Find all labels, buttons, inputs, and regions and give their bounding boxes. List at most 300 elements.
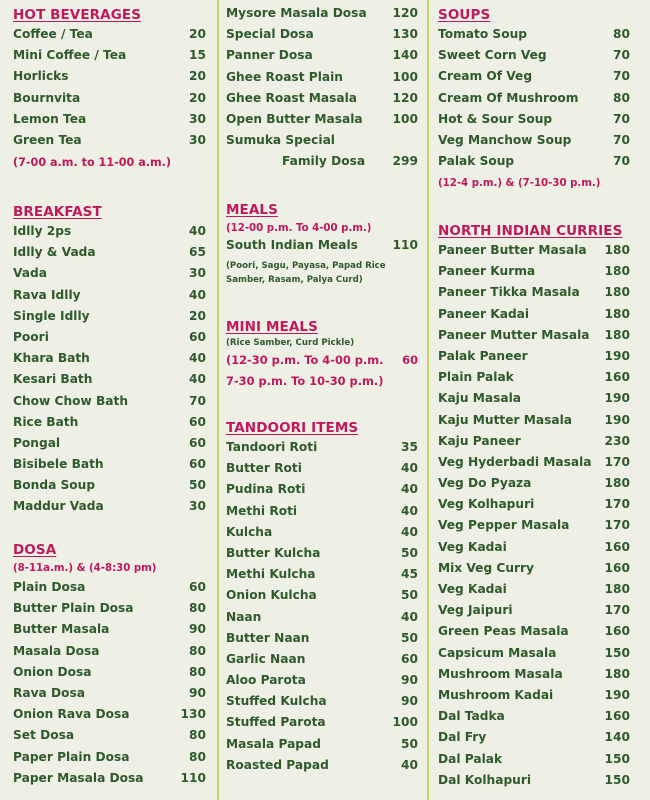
menu-item [226,546,418,567]
item-name: Mix Veg Curry [438,560,534,575]
item-price: 30 [189,111,206,126]
item-description: Samber, Rasam, Palya Curd) [226,275,363,286]
item-price: 60 [189,457,206,472]
menu-column-1 [0,0,216,800]
menu-item [13,771,206,792]
item-price: 40 [189,287,206,302]
item-name: Paneer Kurma [438,264,536,279]
menu-item [13,644,206,665]
timing-note: (12-30 p.m. To 4-00 p.m. 60 [226,350,418,371]
section-title: MINI MEALS [226,319,318,335]
item-price: 80 [613,27,630,41]
item-description: (Poori, Sagu, Payasa, Papad Rice [226,261,386,272]
menu-item [438,285,630,306]
item-price: 150 [604,645,630,660]
menu-item [226,525,418,546]
item-price: 60 [189,580,206,594]
item-name: Paneer Mutter Masala [438,327,590,342]
menu-item [13,91,206,112]
item-name: Paneer Kadai [438,306,530,321]
column-divider [217,0,219,800]
item-price: 170 [604,454,630,469]
item-name: Vada [13,266,47,281]
item-price: 110 [180,770,206,785]
menu-item [13,686,206,707]
item-price: 40 [189,372,206,387]
item-price: 20 [189,308,206,323]
menu-item [438,497,630,518]
item-list [226,440,418,779]
menu-item [226,610,418,631]
item-name: Chow Chow Bath [13,393,129,408]
menu-item [438,133,630,154]
item-price: 160 [604,624,630,639]
item-name: Idlly 2ps [13,224,72,238]
item-price: 50 [401,588,418,603]
item-list [438,243,630,794]
item-name: Dal Kolhapuri [438,772,532,787]
item-name: Paper Plain Dosa [13,749,130,764]
item-price: 160 [604,709,630,724]
menu-item [13,48,206,69]
menu-item [438,688,630,709]
menu-item [438,328,630,349]
menu-item [13,622,206,643]
menu-item [438,391,630,412]
menu-item [13,112,206,133]
item-price: 110 [392,238,418,252]
item-price: 45 [401,567,418,582]
item-price: 30 [189,132,206,147]
item-name: Rava Idlly [13,287,81,302]
item-name: Masala Papad [226,736,321,751]
item-name: Mushroom Kadai [438,687,554,702]
menu-item [226,6,418,27]
item-price: 50 [401,736,418,751]
item-price: 70 [189,393,206,408]
menu-item [226,715,418,736]
item-price: 90 [401,694,418,709]
section-soups [438,6,630,193]
item-price: 35 [401,440,418,454]
menu-item [13,288,206,309]
item-name: Capsicum Masala [438,645,557,660]
item-name: Tandoori Roti [226,440,318,454]
menu-item [226,631,418,652]
timing-note: (8-11a.m.) & (4-8:30 pm) [13,563,157,574]
menu-item [13,750,206,771]
menu-item [438,773,630,794]
item-price: 170 [604,497,630,512]
section-title: MEALS [226,202,278,218]
item-price: 190 [604,348,630,363]
item-name: Veg Kadai [438,539,507,554]
item-name: Bonda Soup [13,478,96,493]
menu-item [226,154,418,175]
menu-item [13,457,206,478]
item-price: 230 [604,433,630,448]
section-title: BREAKFAST [13,204,102,220]
item-price: 90 [189,685,206,700]
section-tandoori [226,419,418,779]
item-price: 140 [392,48,418,63]
item-name: Dal Palak [438,751,503,766]
item-name: Panner Dosa [226,48,313,63]
item-price: 120 [392,6,418,20]
item-price: 90 [189,622,206,637]
item-price: 180 [604,243,630,257]
menu-item [438,48,630,69]
menu-item [226,737,418,758]
menu-item [13,665,206,686]
section-north-indian-curries [438,222,630,794]
item-name: Hot & Sour Soup [438,111,553,126]
item-price: 130 [180,707,206,722]
item-price: 60 [189,435,206,450]
item-price: 180 [604,582,630,596]
item-name: Kesari Bath [13,372,93,387]
item-name: Onion Kulcha [226,588,317,603]
item-name: Sumuka Special [226,133,335,148]
item-price: 20 [189,27,206,41]
menu-item [438,667,630,688]
section-breakfast [13,203,206,521]
section-title: SOUPS [438,7,491,23]
item-price: 150 [604,772,630,787]
item-price: 160 [604,370,630,385]
item-price: 80 [189,728,206,743]
item-name: Kulcha [226,524,273,539]
menu-item [13,245,206,266]
section-title: DOSA [13,542,57,558]
item-name: Lemon Tea [13,111,87,126]
section-dosa-continued [226,6,418,176]
item-name: Paper Masala Dosa [13,770,144,785]
menu-item [13,309,206,330]
item-name: Plain Dosa [13,580,86,594]
item-price: 60 [402,353,418,367]
item-price: 70 [613,154,630,169]
menu-item [226,504,418,525]
menu-item [438,646,630,667]
item-name: Butter Naan [226,630,310,645]
item-name: Veg Pepper Masala [438,518,570,533]
item-name: Stuffed Kulcha [226,694,327,709]
menu-item [13,266,206,287]
item-name: Masala Dosa [13,643,100,658]
item-name: Dal Tadka [438,709,505,724]
menu-item [438,709,630,730]
item-list [13,27,206,154]
item-name: Bournvita [13,90,81,105]
item-name: Coffee / Tea [13,27,93,41]
item-name: Palak Soup [438,154,515,169]
menu-item [13,224,206,245]
menu-item [438,624,630,645]
menu-item [438,455,630,476]
timing-note: (7-00 a.m. to 11-00 a.m.) [13,156,172,170]
item-price: 15 [189,48,206,63]
item-name: Bisibele Bath [13,457,104,472]
item-name: Butter Roti [226,461,302,476]
item-price: 180 [604,666,630,681]
item-price: 40 [189,224,206,238]
menu-item [13,394,206,415]
item-name: Cream Of Mushroom [438,90,579,105]
item-price: 60 [189,414,206,429]
item-name: Palak Paneer [438,348,528,363]
item-price: 40 [401,482,418,497]
timing-note: 7-30 p.m. To 10-30 p.m.) [226,374,384,388]
item-name: Ghee Roast Masala [226,90,357,105]
item-name: Kaju Masala [438,391,521,406]
menu-item [438,476,630,497]
item-name: Mini Coffee / Tea [13,48,127,63]
item-price: 50 [401,630,418,645]
item-name: Paneer Butter Masala [438,243,587,257]
item-price: 190 [604,391,630,406]
item-name: Veg Hyderbadi Masala [438,454,592,469]
menu-item [438,413,630,434]
item-price: 90 [401,673,418,688]
item-name: Idlly & Vada [13,245,96,260]
item-price: 160 [604,539,630,554]
item-price: 100 [392,715,418,730]
menu-item [438,264,630,285]
section-meals [226,201,418,287]
menu-item [13,728,206,749]
menu-item [226,461,418,482]
menu-item [226,70,418,91]
menu-item [438,112,630,133]
menu-item [438,91,630,112]
item-description: (Rice Samber, Curd Pickle) [226,338,355,348]
timing-note: (12-4 p.m.) & (7-10-30 p.m.) [438,178,601,190]
item-name: Set Dosa [13,728,75,743]
item-price: 299 [392,154,418,169]
menu-item [438,69,630,90]
item-price: 160 [604,560,630,575]
section-dosa [13,541,206,792]
menu-item [438,349,630,370]
menu-item [226,588,418,609]
menu-item [13,478,206,499]
item-list [13,580,206,792]
menu-item [438,518,630,539]
menu-item [13,69,206,90]
section-hot-beverages [13,6,206,171]
section-title: HOT BEVERAGES [13,7,142,23]
item-price: 50 [189,478,206,493]
item-name: Veg Jaipuri [438,603,513,618]
menu-item [13,351,206,372]
item-name: Horlicks [13,69,69,84]
item-name: Naan [226,609,262,624]
item-name: Kaju Paneer [438,433,521,448]
menu-item [438,434,630,455]
item-price: 70 [613,48,630,63]
item-name: Aloo Parota [226,673,306,688]
item-name: Roasted Papad [226,757,329,772]
item-price: 60 [401,651,418,666]
item-list [13,224,206,521]
item-name: Khara Bath [13,351,90,366]
menu-item [226,440,418,461]
item-price: 70 [613,132,630,147]
item-price: 100 [392,111,418,126]
menu-item [226,133,418,154]
item-price: 50 [401,545,418,560]
item-name: Pongal [13,435,61,450]
item-price: 30 [189,499,206,514]
item-list [438,27,630,175]
item-name: Veg Kolhapuri [438,497,535,512]
item-price: 20 [189,90,206,105]
menu-item [438,561,630,582]
item-name: Veg Manchow Soup [438,132,572,147]
menu-column-3 [430,0,650,800]
menu-item [226,758,418,779]
item-price: 60 [189,329,206,344]
menu-item [13,133,206,154]
item-name: Butter Kulcha [226,545,321,560]
item-name: Ghee Roast Plain [226,69,343,84]
item-name: Plain Palak [438,370,514,385]
item-name: Sweet Corn Veg [438,48,547,63]
item-name: Veg Kadai [438,582,507,596]
item-name: Stuffed Parota [226,715,326,730]
item-name: Butter Plain Dosa [13,601,134,616]
item-price: 80 [189,643,206,658]
item-name: Veg Do Pyaza [438,476,532,491]
menu-item [226,238,418,259]
item-name: Mysore Masala Dosa [226,6,367,20]
item-price: 130 [392,27,418,42]
menu-item [226,673,418,694]
item-name: Onion Dosa [13,664,92,679]
item-price: 40 [401,461,418,476]
item-name: Pudina Roti [226,482,306,497]
menu-item [438,370,630,391]
menu-item [438,27,630,48]
item-price: 30 [189,266,206,281]
item-price: 40 [189,351,206,366]
item-price: 120 [392,90,418,105]
menu-item [226,27,418,48]
item-price: 170 [604,518,630,533]
item-price: 80 [613,90,630,105]
section-title: NORTH INDIAN CURRIES [438,223,623,239]
item-price: 180 [604,264,630,279]
item-price: 180 [604,327,630,342]
item-price: 70 [613,111,630,126]
item-name: Paneer Tikka Masala [438,285,580,300]
item-price: 80 [189,601,206,616]
menu-item [13,580,206,601]
item-price: 170 [604,603,630,618]
menu-item [438,307,630,328]
timing-note: (12-00 p.m. To 4-00 p.m.) [226,223,372,234]
item-list [226,6,418,133]
menu-item [226,694,418,715]
menu-item [13,499,206,520]
item-name: Methi Roti [226,503,298,518]
item-price: 190 [604,687,630,702]
item-price: 100 [392,69,418,84]
item-price: 80 [189,664,206,679]
item-price: 70 [613,69,630,84]
item-name: Cream Of Veg [438,69,533,84]
item-price: 180 [604,285,630,300]
item-name: Rice Bath [13,414,79,429]
item-name: Mushroom Masala [438,666,563,681]
item-price: 180 [604,306,630,321]
menu-item [438,730,630,751]
menu-item [13,415,206,436]
item-name: Maddur Vada [13,499,104,514]
menu-item [13,27,206,48]
item-price: 40 [401,503,418,518]
item-name: Tomato Soup [438,27,527,41]
item-name: Garlic Naan [226,651,306,666]
section-title: TANDOORI ITEMS [226,420,359,436]
item-name: Single Idlly [13,308,90,323]
menu-item [438,154,630,175]
menu-item [226,91,418,112]
item-name: Poori [13,329,49,344]
item-name: Kaju Mutter Masala [438,412,572,427]
column-divider [427,0,429,800]
item-name: Open Butter Masala [226,111,363,126]
item-price: 80 [189,749,206,764]
item-name: Rava Dosa [13,685,85,700]
item-price: 20 [189,69,206,84]
item-price: 40 [401,609,418,624]
item-name: Onion Rava Dosa [13,707,130,722]
menu-item [438,603,630,624]
item-price: 40 [401,524,418,539]
item-name: Green Tea [13,132,82,147]
item-name: Butter Masala [13,622,110,637]
menu-item [438,243,630,264]
item-price: 65 [189,245,206,260]
menu-item [226,48,418,69]
item-price: 40 [401,757,418,772]
section-mini-meals [226,318,418,392]
menu-column-2 [220,0,426,800]
menu-item [13,372,206,393]
item-price: 180 [604,476,630,491]
menu-item [13,707,206,728]
item-price: 190 [604,412,630,427]
item-name: Green Peas Masala [438,624,569,639]
menu-item [438,540,630,561]
menu-item [13,436,206,457]
item-name: Dal Fry [438,730,487,745]
menu-item [226,567,418,588]
menu-item [438,752,630,773]
menu-item [226,112,418,133]
item-name: Special Dosa [226,27,314,42]
item-name: Family Dosa [282,154,366,169]
item-price: 140 [604,730,630,745]
menu-item [226,652,418,673]
item-name: South Indian Meals [226,238,358,252]
menu-item [226,482,418,503]
item-price: 150 [604,751,630,766]
item-name: Methi Kulcha [226,567,316,582]
menu-item [438,582,630,603]
